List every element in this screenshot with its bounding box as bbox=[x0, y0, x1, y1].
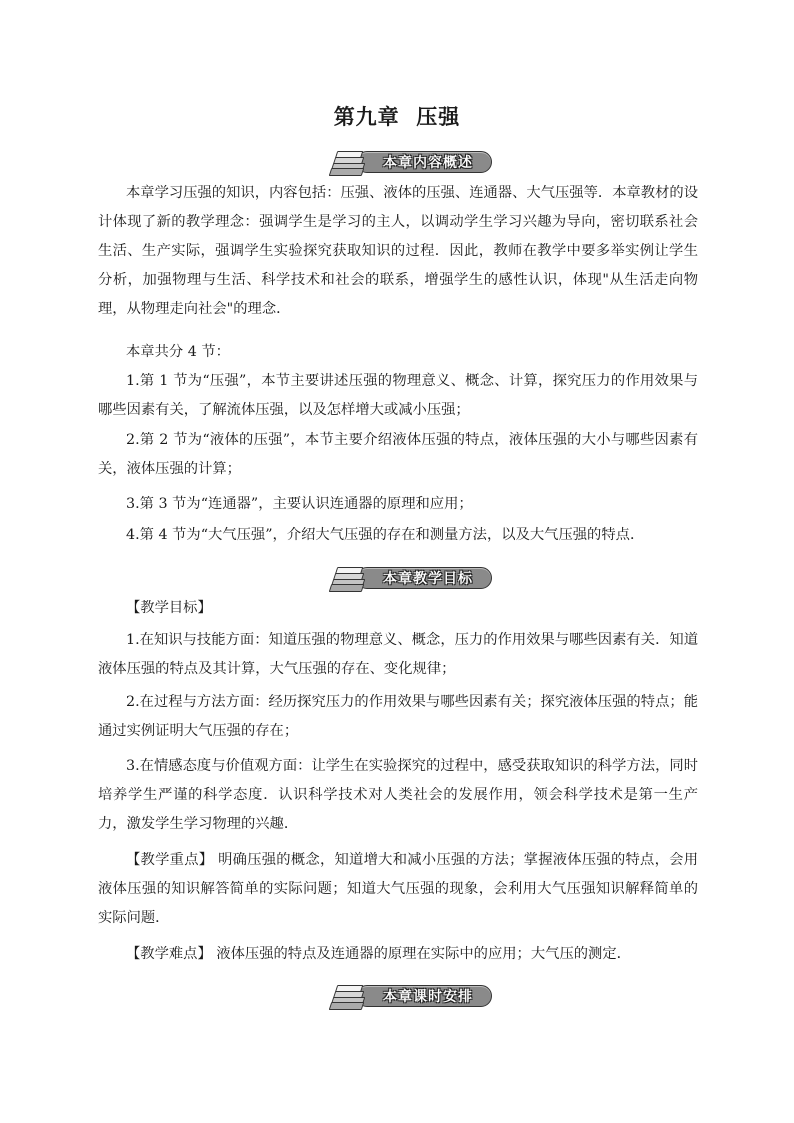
section-banner-schedule bbox=[330, 983, 492, 1009]
key-points-paragraph: 【教学重点】 明确压强的概念，知道增大和减小压强的方法；掌握液体压强的特点，会用液体压强的知识解答简单的实际问题；知道大气压强的现象，会利用大气压强知识解释简单的实际问题． bbox=[98, 852, 698, 926]
difficulties-paragraph: 【教学难点】 液体压强的特点及连通器的原理在实际中的应用；大气压的测定． bbox=[126, 946, 631, 962]
overview-intro-paragraph: 本章学习压强的知识，内容包括：压强、液体的压强、连通器、大气压强等．本章教材的设计体现了新的教学理念：强调学生是学习的主人，以调动学生学习兴趣为导向，密切联系社会生活、生产实际，强调学生实验探究获取知识的过程．因此，教师在教学中要多举实例让学生分析，加强物理与生活、科学技术和社会的联系，增强学生的感性认识，体现"从生活走向物理，从物理走向社会"的理念． bbox=[98, 185, 698, 317]
banner-label: 本章课时安排 bbox=[383, 989, 473, 1005]
section-item-2: 2.第 2 节为“液体的压强”，本节主要介绍液体压强的特点，液体压强的大小与哪些因素有关，液体压强的计算； bbox=[98, 432, 698, 477]
banner-pill bbox=[356, 151, 492, 173]
section-banner-objectives bbox=[330, 565, 492, 591]
banner-pill bbox=[356, 567, 492, 589]
banner-pill bbox=[356, 985, 492, 1007]
section-item-1: 1.第 1 节为“压强”，本节主要讲述压强的物理意义、概念、计算，探究压力的作用效果与哪些因素有关，了解流体压强，以及怎样增大或减小压强； bbox=[98, 373, 698, 418]
section-item-3: 3.第 3 节为“连通器”，主要认识连通器的原理和应用； bbox=[126, 496, 473, 512]
banner-label: 本章教学目标 bbox=[383, 571, 473, 587]
objectives-heading: 【教学目标】 bbox=[126, 600, 212, 616]
objective-item-1: 1.在知识与技能方面：知道压强的物理意义、概念，压力的作用效果与哪些因素有关．知道液体压强的特点及其计算，大气压强的存在、变化规律； bbox=[98, 632, 698, 677]
books-icon bbox=[330, 565, 366, 591]
section-banner-overview bbox=[330, 149, 492, 175]
objective-item-2: 2.在过程与方法方面：经历探究压力的作用效果与哪些因素有关；探究液体压强的特点；能通过实例证明大气压强的存在； bbox=[98, 694, 698, 739]
books-icon bbox=[330, 149, 366, 175]
books-icon bbox=[330, 983, 366, 1009]
sections-count-line: 本章共分 4 节： bbox=[126, 344, 230, 360]
banner-label: 本章内容概述 bbox=[383, 155, 473, 171]
section-item-4: 4.第 4 节为“大气压强”，介绍大气压强的存在和测量方法，以及大气压强的特点． bbox=[126, 527, 645, 543]
objective-item-3: 3.在情感态度与价值观方面：让学生在实验探究的过程中，感受获取知识的科学方法，同时培养学生严谨的科学态度．认识科学技术对人类社会的发展作用，领会科学技术是第一生产力，激发学生学习物理的兴趣． bbox=[98, 758, 698, 832]
chapter-title: 第九章 压强 bbox=[333, 104, 461, 129]
